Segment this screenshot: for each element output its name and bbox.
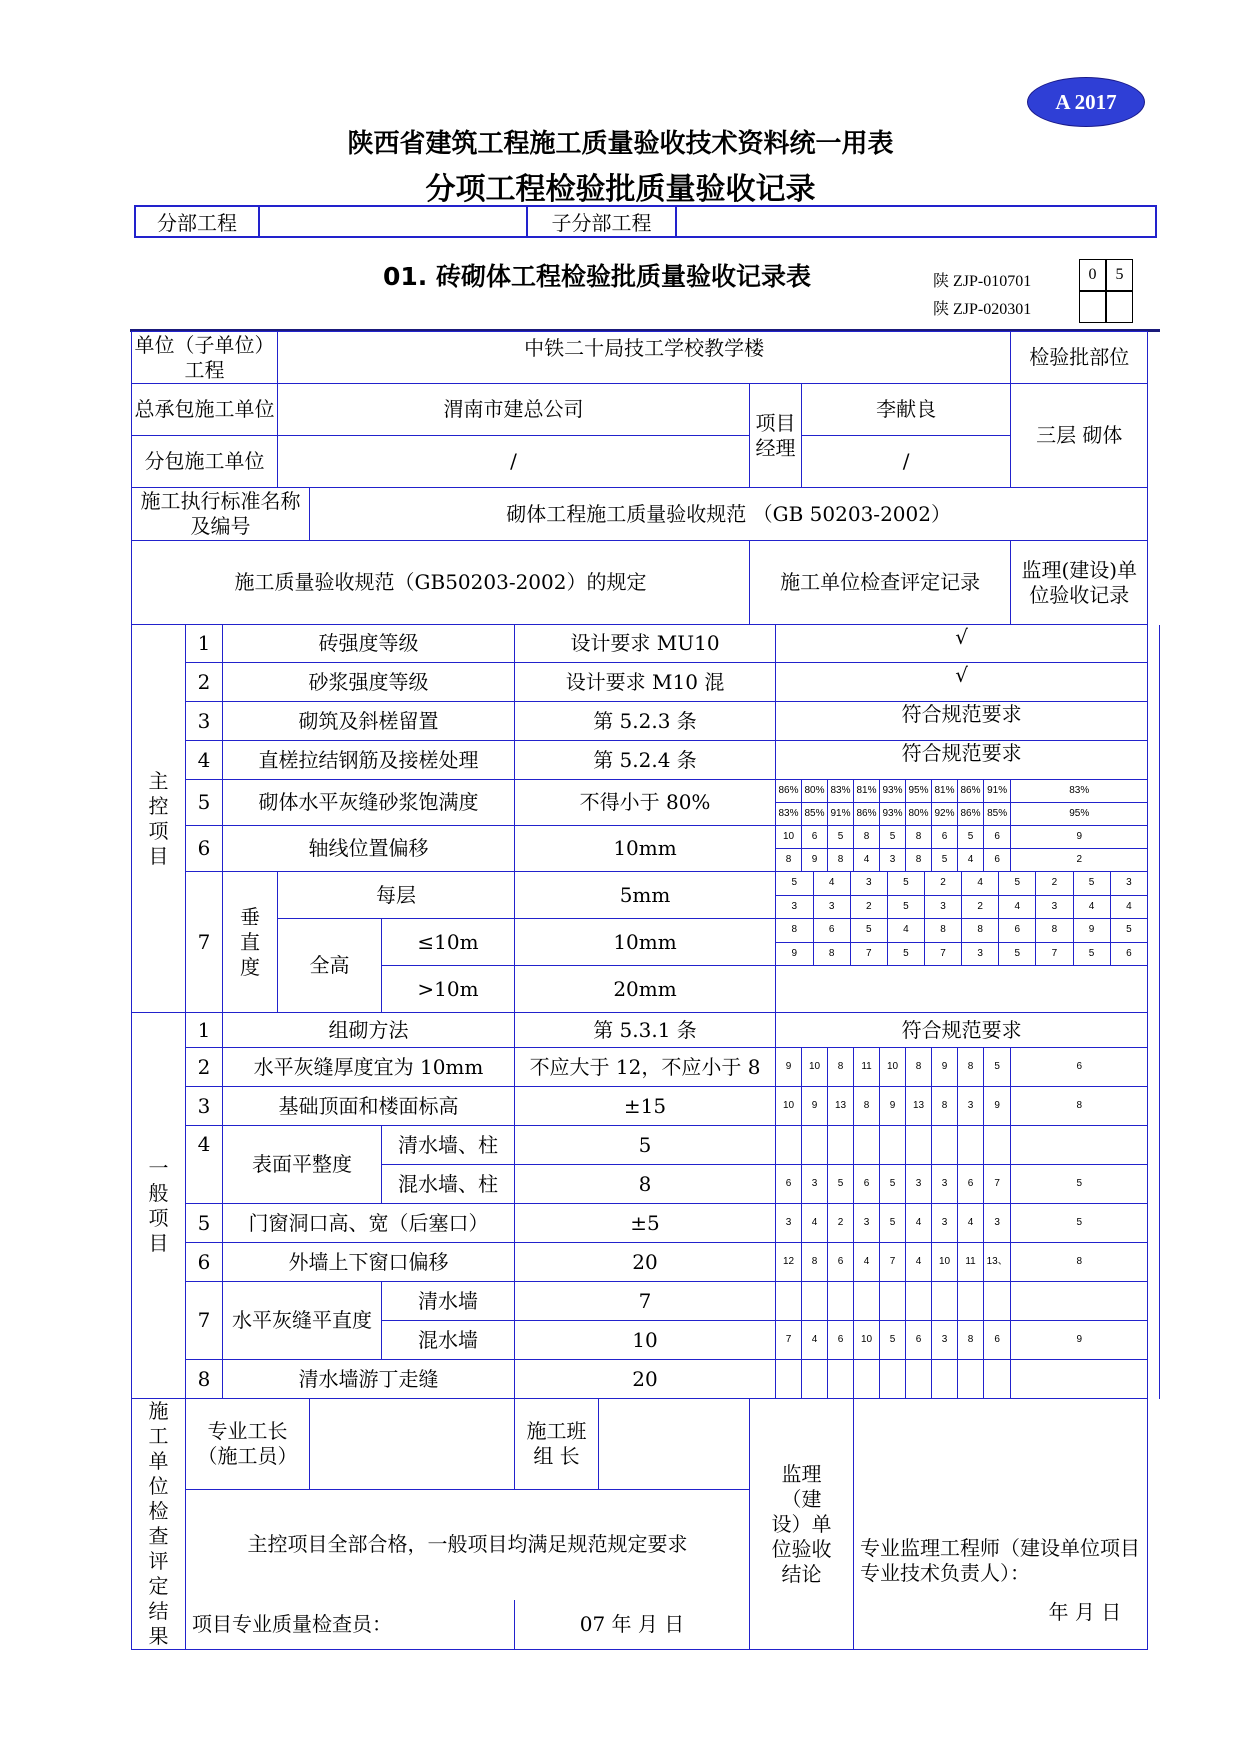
- measure-cell[interactable]: [854, 1126, 880, 1165]
- measure-cell[interactable]: [984, 1282, 1011, 1321]
- measure-cell[interactable]: 9: [1011, 1321, 1148, 1360]
- row-number: 8: [186, 1360, 223, 1399]
- measure-cell[interactable]: 3: [1036, 895, 1073, 918]
- row-number: 2: [186, 663, 223, 702]
- item-name: 清水墙游丁走缝: [223, 1360, 515, 1399]
- measure-cell[interactable]: 4: [958, 1204, 984, 1243]
- row-number: 2: [186, 1048, 223, 1087]
- measure-cell[interactable]: 81%: [932, 780, 958, 803]
- measure-cell[interactable]: 95%: [906, 780, 932, 803]
- column-check-header: 施工单位检查评定记录: [750, 541, 1011, 625]
- row-number: 7: [186, 1282, 223, 1360]
- measure-cell[interactable]: 9: [880, 1087, 906, 1126]
- division-field[interactable]: [260, 207, 528, 236]
- measure-cell[interactable]: [802, 1360, 828, 1399]
- item-requirement: 设计要求 M10 混: [515, 663, 776, 702]
- measure-cell[interactable]: [984, 1360, 1011, 1399]
- item-name: 砌筑及斜槎留置: [223, 702, 515, 741]
- measure-cell[interactable]: [958, 1282, 984, 1321]
- measure-cell[interactable]: 5: [850, 919, 887, 942]
- code-box[interactable]: [1079, 291, 1106, 323]
- measure-cell[interactable]: 93%: [880, 780, 906, 803]
- version-badge: A 2017: [1027, 77, 1145, 127]
- measure-cell[interactable]: 8: [1036, 919, 1073, 942]
- measure-cell[interactable]: 92%: [932, 803, 958, 826]
- per-floor-values: [776, 872, 1148, 919]
- check-record[interactable]: 符合规范要求: [776, 741, 1148, 780]
- total-height-label: 全高: [278, 919, 382, 1013]
- row-number: 1: [186, 625, 223, 663]
- item-name: 外墙上下窗口偏移: [223, 1243, 515, 1282]
- check-record[interactable]: 符合规范要求: [776, 1013, 1148, 1048]
- mixed-wall-label: 混水墙: [382, 1321, 515, 1360]
- measure-cell[interactable]: 8: [925, 919, 962, 942]
- measure-cell[interactable]: 5: [880, 1321, 906, 1360]
- subcontractor-value[interactable]: /: [278, 436, 750, 488]
- code-box[interactable]: 5: [1106, 259, 1133, 291]
- unit-label: 单位（子单位）工程: [132, 332, 278, 384]
- measure-cell[interactable]: 10: [932, 1243, 958, 1282]
- item-requirement: 5: [515, 1126, 776, 1165]
- measure-cell[interactable]: 86%: [854, 803, 880, 826]
- measure-cell[interactable]: 6: [776, 1165, 802, 1204]
- supervision-main-record[interactable]: [1148, 625, 1160, 1013]
- measure-cell[interactable]: 91%: [828, 803, 854, 826]
- clear-wall-label: 清水墙: [382, 1282, 515, 1321]
- measure-cell[interactable]: 93%: [880, 803, 906, 826]
- item-requirement: 10mm: [515, 826, 776, 872]
- item-name: 门窗洞口高、宽（后塞口）: [223, 1204, 515, 1243]
- column-spec-header: 施工质量验收规范（GB50203-2002）的规定: [132, 541, 750, 625]
- measure-cell[interactable]: 13、: [984, 1243, 1011, 1282]
- conclusion-text[interactable]: 主控项目全部合格，一般项目均满足规范规定要求: [186, 1489, 750, 1600]
- measure-cell[interactable]: 95%: [1011, 803, 1148, 826]
- measure-cell[interactable]: [906, 1282, 932, 1321]
- row-number: 4: [186, 1126, 223, 1204]
- measure-cell[interactable]: 5: [880, 1165, 906, 1204]
- measure-cell[interactable]: 9: [802, 1087, 828, 1126]
- measure-cell[interactable]: 5: [1110, 919, 1147, 942]
- form-title: 分项工程检验批质量验收记录: [425, 172, 816, 207]
- foreman-label: 专业工长（施工员）: [186, 1399, 310, 1490]
- per-floor-label: 每层: [278, 872, 515, 919]
- measure-cell[interactable]: 3: [854, 1204, 880, 1243]
- division-bar: [134, 205, 1157, 238]
- subdivision-field[interactable]: [677, 207, 1155, 236]
- measure-cell[interactable]: 7: [984, 1165, 1011, 1204]
- batch-value[interactable]: 三层 砌体: [1011, 384, 1148, 488]
- supervision-conclusion-label: 监理（建设）单位验收结论: [750, 1399, 854, 1650]
- measure-cell[interactable]: 8: [828, 1048, 854, 1087]
- sub-pm-value[interactable]: /: [802, 436, 1011, 488]
- measure-cell[interactable]: 4: [906, 1243, 932, 1282]
- measure-cell[interactable]: 3: [984, 1204, 1011, 1243]
- measure-cell[interactable]: 83%: [828, 780, 854, 803]
- measure-cell[interactable]: [828, 1126, 854, 1165]
- measure-cell[interactable]: 6: [984, 1321, 1011, 1360]
- measure-cell[interactable]: 5: [999, 872, 1036, 895]
- measure-cell[interactable]: 9: [984, 1087, 1011, 1126]
- row-number: 7: [186, 872, 223, 1013]
- measure-cell[interactable]: 4: [887, 919, 924, 942]
- record-table-title: 01. 砖砌体工程检验批质量验收记录表: [383, 262, 811, 291]
- supervision-general-record[interactable]: [1148, 1013, 1160, 1399]
- main-items-group: 主控项目: [132, 625, 186, 1013]
- measure-cell[interactable]: [854, 1282, 880, 1321]
- measure-cell[interactable]: 5: [984, 1048, 1011, 1087]
- measure-cell[interactable]: 5: [999, 942, 1036, 965]
- measure-cell[interactable]: 6: [828, 1321, 854, 1360]
- item-requirement: 不得小于 80%: [515, 780, 776, 826]
- form-series-title: 陕西省建筑工程施工质量验收技术资料统一用表: [347, 129, 894, 159]
- pm-value[interactable]: 李献良: [802, 384, 1011, 436]
- item-requirement: 8: [515, 1165, 776, 1204]
- measure-cell[interactable]: 5: [776, 872, 813, 895]
- measure-cell[interactable]: 4: [962, 872, 999, 895]
- measure-cell[interactable]: [776, 1360, 802, 1399]
- measure-cell[interactable]: 8: [813, 942, 850, 965]
- measure-cell[interactable]: 6: [1110, 942, 1147, 965]
- item-requirement: ±15: [515, 1087, 776, 1126]
- measure-cell[interactable]: 10: [776, 1087, 802, 1126]
- measure-cell[interactable]: 6: [802, 826, 828, 849]
- measure-cell[interactable]: 6: [854, 1165, 880, 1204]
- code-box[interactable]: 0: [1079, 259, 1106, 291]
- measure-cell[interactable]: 3: [932, 1204, 958, 1243]
- item-name: 水平灰缝厚度宜为 10mm: [223, 1048, 515, 1087]
- measure-cell[interactable]: 13: [828, 1087, 854, 1126]
- measure-cell[interactable]: 3: [962, 942, 999, 965]
- item-requirement: 第 5.2.3 条: [515, 702, 776, 741]
- measure-cell[interactable]: 8: [1011, 1243, 1148, 1282]
- item-name: 基础顶面和楼面标高: [223, 1087, 515, 1126]
- measure-cell[interactable]: 11: [854, 1048, 880, 1087]
- measure-cell[interactable]: 6: [958, 1165, 984, 1204]
- measure-cell[interactable]: 83%: [1011, 780, 1148, 803]
- form-code-1: 陕 ZJP-010701: [933, 273, 1032, 290]
- item-requirement: 不应大于 12，不应小于 8: [515, 1048, 776, 1087]
- measure-cell[interactable]: 8: [958, 1321, 984, 1360]
- measure-cell[interactable]: 4: [854, 849, 880, 872]
- measure-cell[interactable]: 10: [802, 1048, 828, 1087]
- measure-cell[interactable]: 91%: [984, 780, 1011, 803]
- item-name: 组砌方法: [223, 1013, 515, 1048]
- measure-cell[interactable]: 2: [828, 1204, 854, 1243]
- measure-cell[interactable]: 81%: [854, 780, 880, 803]
- measure-cell[interactable]: 6: [1011, 1048, 1148, 1087]
- measure-cell[interactable]: 5: [887, 942, 924, 965]
- measure-cell[interactable]: 6: [984, 826, 1011, 849]
- measure-cell[interactable]: 3: [906, 1165, 932, 1204]
- measure-cell[interactable]: 8: [958, 1048, 984, 1087]
- measure-cell[interactable]: 6: [813, 919, 850, 942]
- measure-cell[interactable]: 7: [880, 1243, 906, 1282]
- measure-cell[interactable]: 5: [828, 1165, 854, 1204]
- measure-cell[interactable]: [828, 1360, 854, 1399]
- row-number: 5: [186, 1204, 223, 1243]
- unit-value[interactable]: 中铁二十局技工学校教学楼: [278, 332, 1011, 384]
- team-leader-label: 施工班组 长: [515, 1399, 599, 1490]
- measure-cell[interactable]: 8: [932, 1087, 958, 1126]
- item-name: 轴线位置偏移: [223, 826, 515, 872]
- measure-cell[interactable]: 2: [1036, 872, 1073, 895]
- measure-cell[interactable]: 2: [962, 895, 999, 918]
- verticality-label: 垂直度: [223, 872, 278, 1013]
- measure-cell[interactable]: 7: [776, 1321, 802, 1360]
- measure-cell[interactable]: 85%: [802, 803, 828, 826]
- measure-cell[interactable]: 8: [802, 1243, 828, 1282]
- measure-cell[interactable]: [958, 1360, 984, 1399]
- measure-cell[interactable]: [802, 1126, 828, 1165]
- measure-cell[interactable]: 10: [880, 1048, 906, 1087]
- measure-cell[interactable]: 2: [925, 872, 962, 895]
- inspection-table: [131, 331, 1160, 1650]
- construction-result-label: 施工单位检查评定结果: [132, 1399, 186, 1650]
- pm-label: 项目经理: [750, 384, 802, 488]
- measure-cell[interactable]: 9: [932, 1048, 958, 1087]
- row-number: 3: [186, 702, 223, 741]
- measure-cell[interactable]: 5: [887, 872, 924, 895]
- team-leader-field[interactable]: [599, 1399, 750, 1490]
- measure-cell[interactable]: [1011, 1126, 1148, 1165]
- item-requirement: 第 5.3.1 条: [515, 1013, 776, 1048]
- measure-cell[interactable]: 5: [880, 1204, 906, 1243]
- measure-cell[interactable]: 86%: [958, 780, 984, 803]
- column-supervision-header: 监理(建设)单位验收记录: [1011, 541, 1148, 625]
- straightness-label: 水平灰缝平直度: [223, 1282, 382, 1360]
- row-number: 6: [186, 1243, 223, 1282]
- measure-cell[interactable]: 80%: [802, 780, 828, 803]
- measure-cell[interactable]: [906, 1360, 932, 1399]
- supervision-engineer-label: 专业监理工程师（建设单位项目专业技术负责人）：: [854, 1399, 1148, 1600]
- flatness-label: 表面平整度: [223, 1126, 382, 1204]
- measure-cell[interactable]: 8: [854, 826, 880, 849]
- row-number: 6: [186, 826, 223, 872]
- per-floor-requirement: 5mm: [515, 872, 776, 919]
- measure-cell[interactable]: 3: [776, 1204, 802, 1243]
- item-requirement: ±5: [515, 1204, 776, 1243]
- measure-cell[interactable]: 5: [958, 826, 984, 849]
- measure-cell[interactable]: 86%: [958, 803, 984, 826]
- le10-label: ≤10m: [382, 919, 515, 966]
- measure-cell[interactable]: 4: [958, 849, 984, 872]
- measure-cell[interactable]: [1011, 1360, 1148, 1399]
- le10-values: [776, 919, 1148, 966]
- measure-cell[interactable]: 8: [906, 849, 932, 872]
- row-number: 5: [186, 780, 223, 826]
- measure-cell[interactable]: 8: [906, 826, 932, 849]
- measure-cell[interactable]: 2: [850, 895, 887, 918]
- item-requirement: 设计要求 MU10: [515, 625, 776, 663]
- measure-cell[interactable]: 10: [854, 1321, 880, 1360]
- measure-cell[interactable]: [880, 1126, 906, 1165]
- measure-cell[interactable]: [932, 1360, 958, 1399]
- measure-cell[interactable]: 5: [1011, 1165, 1148, 1204]
- measure-cell[interactable]: [854, 1360, 880, 1399]
- measure-cell[interactable]: 3: [802, 1165, 828, 1204]
- measure-cell[interactable]: [958, 1126, 984, 1165]
- measure-cell[interactable]: 7: [925, 942, 962, 965]
- code-box[interactable]: [1106, 291, 1133, 323]
- item-name: 砌体水平灰缝砂浆饱满度: [223, 780, 515, 826]
- measure-cell[interactable]: [776, 1282, 802, 1321]
- date-left[interactable]: 07 年 月 日: [515, 1600, 750, 1650]
- sub-grid: [776, 919, 1147, 965]
- measure-cell[interactable]: 85%: [984, 803, 1011, 826]
- measure-cell[interactable]: 4: [999, 895, 1036, 918]
- gt10-record[interactable]: [776, 966, 1148, 1013]
- batch-label: 检验批部位: [1011, 332, 1148, 384]
- mixed-wall-label: 混水墙、柱: [382, 1165, 515, 1204]
- gt10-requirement: 20mm: [515, 966, 776, 1013]
- item-requirement: 20: [515, 1243, 776, 1282]
- row-number: 3: [186, 1087, 223, 1126]
- measure-cell[interactable]: 8: [776, 919, 813, 942]
- measure-cell[interactable]: 10: [776, 826, 802, 849]
- measure-cell[interactable]: 4: [802, 1321, 828, 1360]
- contractor-label: 总承包施工单位: [132, 384, 278, 436]
- measure-cell[interactable]: 9: [776, 942, 813, 965]
- measure-cell[interactable]: 9: [802, 849, 828, 872]
- measure-cell[interactable]: 13: [906, 1087, 932, 1126]
- measure-cell[interactable]: 5: [828, 826, 854, 849]
- measure-cell[interactable]: 5: [1073, 872, 1110, 895]
- measure-cell[interactable]: 5: [932, 849, 958, 872]
- contractor-value[interactable]: 渭南市建总公司: [278, 384, 750, 436]
- measure-cell[interactable]: 4: [813, 872, 850, 895]
- measure-cell[interactable]: 3: [925, 895, 962, 918]
- measure-cell[interactable]: 4: [906, 1204, 932, 1243]
- measure-cell[interactable]: 3: [1110, 872, 1147, 895]
- item-requirement: 7: [515, 1282, 776, 1321]
- measure-cell[interactable]: 7: [1036, 942, 1073, 965]
- measure-cell[interactable]: 3: [932, 1165, 958, 1204]
- measure-cell[interactable]: 80%: [906, 803, 932, 826]
- measure-cell[interactable]: 4: [1073, 895, 1110, 918]
- measure-cell[interactable]: 5: [887, 895, 924, 918]
- measure-cell[interactable]: [802, 1282, 828, 1321]
- measure-cell[interactable]: 3: [958, 1087, 984, 1126]
- standard-label: 施工执行标准名称及编号: [132, 488, 310, 541]
- clear-wall-label: 清水墙、柱: [382, 1126, 515, 1165]
- check-mark[interactable]: √: [776, 663, 1148, 702]
- measure-cell[interactable]: 8: [1011, 1087, 1148, 1126]
- measure-cell[interactable]: 5: [880, 826, 906, 849]
- item-requirement: 20: [515, 1360, 776, 1399]
- measure-cell[interactable]: [776, 1126, 802, 1165]
- measure-cell[interactable]: [828, 1282, 854, 1321]
- date-right[interactable]: 年 月 日: [854, 1600, 1148, 1650]
- measure-cell[interactable]: [932, 1282, 958, 1321]
- measure-cell[interactable]: 2: [1011, 849, 1148, 872]
- measure-cell[interactable]: 3: [776, 895, 813, 918]
- measure-cell[interactable]: 8: [776, 849, 802, 872]
- measure-cell[interactable]: 12: [776, 1243, 802, 1282]
- measure-cell[interactable]: 6: [828, 1243, 854, 1282]
- subdivision-label: 子分部工程: [528, 207, 677, 236]
- measure-cell[interactable]: [880, 1282, 906, 1321]
- measure-cell[interactable]: 4: [1110, 895, 1147, 918]
- measure-cell[interactable]: 9: [1073, 919, 1110, 942]
- measure-cell[interactable]: 3: [932, 1321, 958, 1360]
- measure-cell[interactable]: 9: [1011, 826, 1148, 849]
- measure-cell[interactable]: 6: [906, 1321, 932, 1360]
- measure-cell[interactable]: 5: [1073, 942, 1110, 965]
- measure-cell[interactable]: [1011, 1282, 1148, 1321]
- measure-cell[interactable]: 86%: [776, 780, 802, 803]
- measure-cell[interactable]: 7: [850, 942, 887, 965]
- le10-requirement: 10mm: [515, 919, 776, 966]
- measure-cell[interactable]: 6: [932, 826, 958, 849]
- measure-cell[interactable]: 8: [906, 1048, 932, 1087]
- form-code-2: 陕 ZJP-020301: [933, 301, 1032, 318]
- check-record[interactable]: 符合规范要求: [776, 702, 1148, 741]
- measure-cell[interactable]: [932, 1126, 958, 1165]
- measure-cell[interactable]: 3: [813, 895, 850, 918]
- row-number: 4: [186, 741, 223, 780]
- row-number: 1: [186, 1013, 223, 1048]
- measure-cell[interactable]: 5: [1011, 1204, 1148, 1243]
- sub-grid: [776, 872, 1147, 918]
- measure-cell[interactable]: 4: [854, 1243, 880, 1282]
- item-requirement: 第 5.2.4 条: [515, 741, 776, 780]
- foreman-field[interactable]: [310, 1399, 515, 1490]
- standard-value: 砌体工程施工质量验收规范 （GB 50203-2002）: [310, 488, 1148, 541]
- measure-cell[interactable]: [984, 1126, 1011, 1165]
- measure-cell[interactable]: [906, 1126, 932, 1165]
- measure-cell[interactable]: 4: [802, 1204, 828, 1243]
- measure-cell[interactable]: [880, 1360, 906, 1399]
- measure-cell[interactable]: 6: [984, 849, 1011, 872]
- measure-cell[interactable]: 3: [880, 849, 906, 872]
- measure-cell[interactable]: 3: [850, 872, 887, 895]
- item-name: 砖强度等级: [223, 625, 515, 663]
- measure-cell[interactable]: 8: [828, 849, 854, 872]
- measure-cell[interactable]: 9: [776, 1048, 802, 1087]
- subcontractor-label: 分包施工单位: [132, 436, 278, 488]
- gt10-label: >10m: [382, 966, 515, 1013]
- check-mark[interactable]: √: [776, 625, 1148, 663]
- general-items-group: 一般项目: [132, 1013, 186, 1399]
- item-name: 直槎拉结钢筋及接槎处理: [223, 741, 515, 780]
- division-label: 分部工程: [136, 207, 260, 236]
- item-requirement: 10: [515, 1321, 776, 1360]
- inspector-label: 项目专业质量检查员：: [186, 1600, 515, 1650]
- item-name: 砂浆强度等级: [223, 663, 515, 702]
- measure-cell[interactable]: 11: [958, 1243, 984, 1282]
- measure-cell[interactable]: 6: [999, 919, 1036, 942]
- measure-cell[interactable]: 83%: [776, 803, 802, 826]
- measure-cell[interactable]: 8: [962, 919, 999, 942]
- measure-cell[interactable]: 8: [854, 1087, 880, 1126]
